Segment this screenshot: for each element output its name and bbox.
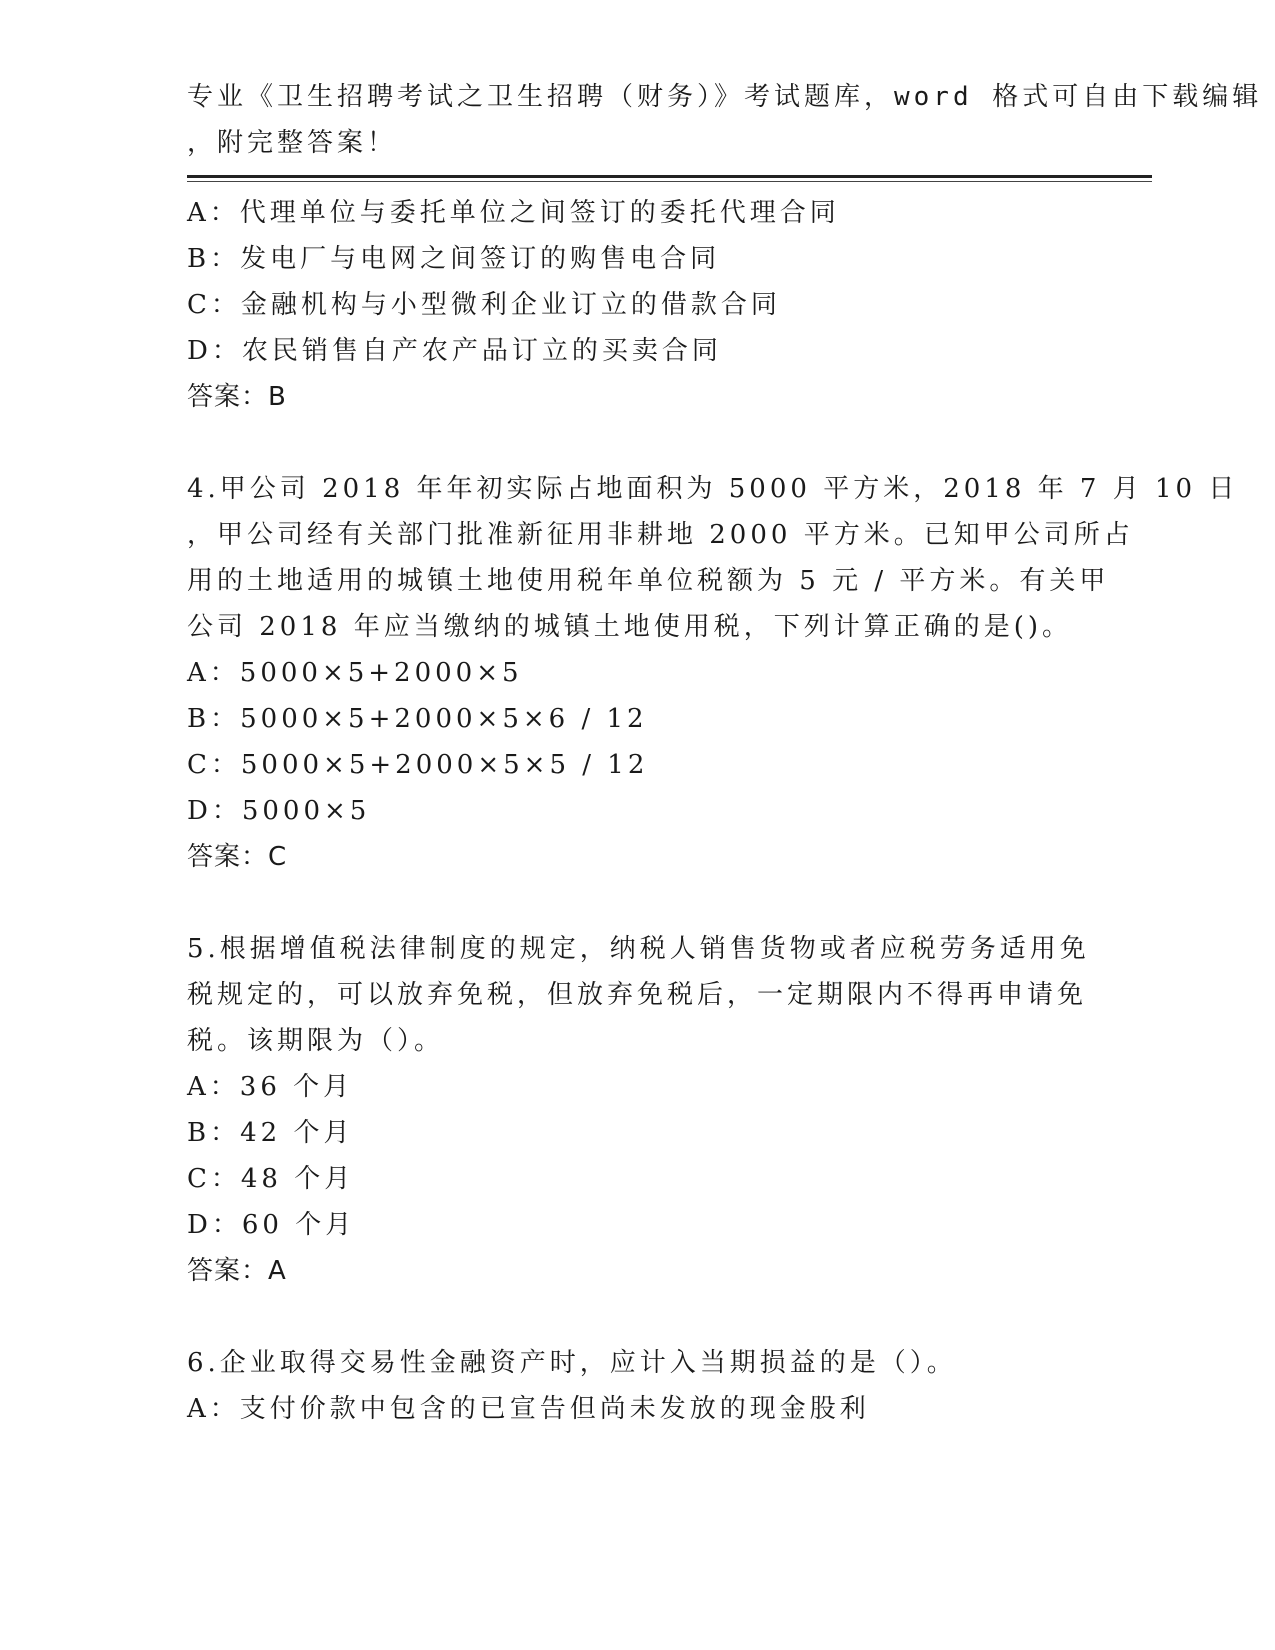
question-6 — [187, 1340, 1087, 1432]
spacer — [187, 880, 1087, 926]
question-stem-line: 税。该期限为（）。 — [187, 1026, 445, 1056]
question-list — [187, 190, 1239, 1432]
header-divider-thin — [187, 181, 1152, 182]
question-stem-line: 公司 2018 年应当缴纳的城镇土地使用税，下列计算正确的是()。 — [187, 612, 1072, 642]
option-d: D：5000×5 — [187, 796, 371, 826]
question-stem-line: 用的土地适用的城镇土地使用税年单位税额为 5 元 / 平方米。有关甲 — [187, 566, 1110, 596]
header-divider-thick — [187, 175, 1152, 178]
option-b: B：42 个月 — [187, 1118, 354, 1148]
question-stem-line: ，甲公司经有关部门批准新征用非耕地 2000 平方米。已知甲公司所占 — [187, 520, 1134, 550]
question-stem-line: 5.根据增值税法律制度的规定，纳税人销售货物或者应税劳务适用免 — [187, 934, 1090, 964]
spacer — [187, 420, 1087, 466]
option-b: B：5000×5+2000×5×6 / 12 — [187, 704, 648, 734]
answer: 答案：A — [187, 1256, 287, 1286]
spacer — [187, 1294, 1087, 1340]
header-line-1: 专业《卫生招聘考试之卫生招聘（财务）》考试题库，word 格式可自由下载编辑 — [187, 82, 1263, 112]
option-c: C：金融机构与小型微利企业订立的借款合同 — [187, 290, 781, 320]
question-4 — [187, 466, 1239, 880]
question-stem-line: 税规定的，可以放弃免税，但放弃免税后，一定期限内不得再申请免 — [187, 980, 1088, 1010]
option-c: C：48 个月 — [187, 1164, 355, 1194]
answer: 答案：B — [187, 382, 287, 412]
option-c: C：5000×5+2000×5×5 / 12 — [187, 750, 649, 780]
option-a: A：36 个月 — [187, 1072, 354, 1102]
answer: 答案：C — [187, 842, 288, 872]
option-a: A：代理单位与委托单位之间签订的委托代理合同 — [187, 198, 840, 228]
document-header — [187, 74, 1263, 166]
option-a: A：支付价款中包含的已宣告但尚未发放的现金股利 — [187, 1394, 870, 1424]
question-stem-line: 6.企业取得交易性金融资产时，应计入当期损益的是（）。 — [187, 1348, 957, 1378]
option-d: D：农民销售自产农产品订立的买卖合同 — [187, 336, 722, 366]
option-d: D：60 个月 — [187, 1210, 356, 1240]
option-a: A：5000×5+2000×5 — [187, 658, 523, 688]
question-5 — [187, 926, 1090, 1294]
header-line-2: ，附完整答案！ — [187, 128, 398, 158]
question-stem-line: 4.甲公司 2018 年年初实际占地面积为 5000 平方米，2018 年 7 月 10 日 — [187, 474, 1239, 504]
question-3 — [187, 190, 1087, 420]
option-b: B：发电厂与电网之间签订的购售电合同 — [187, 244, 721, 274]
